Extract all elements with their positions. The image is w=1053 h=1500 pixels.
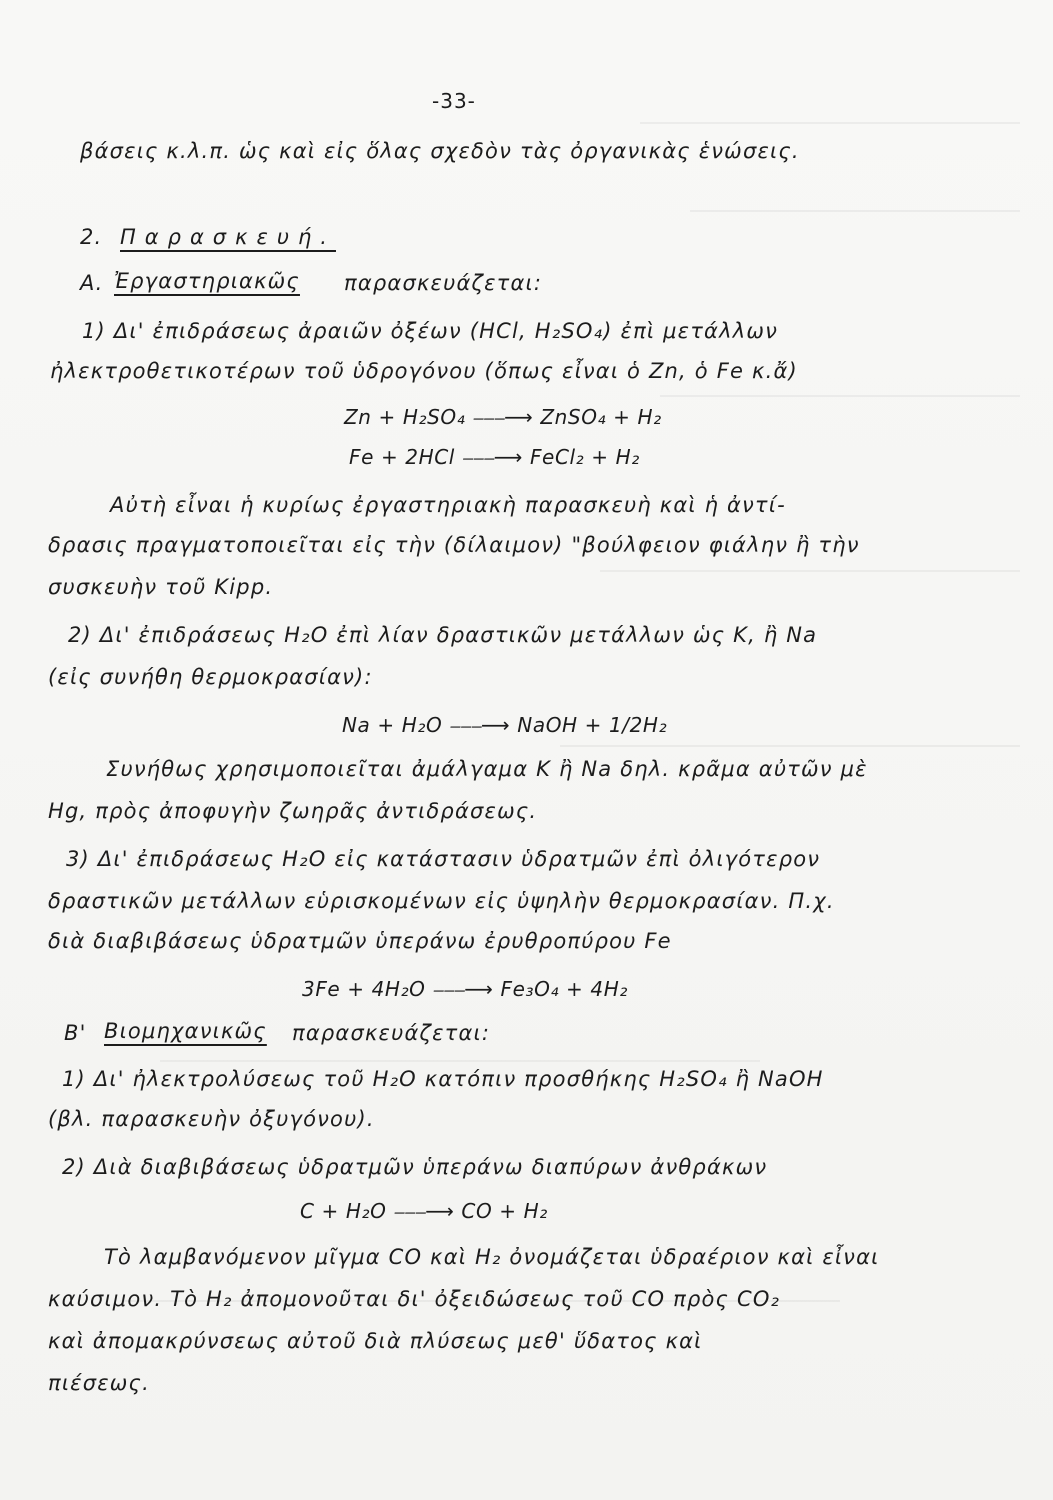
text-line-28: καὶ ἀπομακρύνσεως αὐτοῦ διὰ πλύσεως μεθ' ὕδατος καὶ — [48, 1329, 703, 1353]
section-2-heading: Παρασκευή. — [120, 225, 336, 249]
text-line-22: 1) Δι' ἠλεκτρολύσεως τοῦ H₂O κατόπιν προσθήκης H₂SO₄ ἢ NaOH — [62, 1067, 824, 1091]
equation-3: Na + H₂O ⎯⎯⎯⟶ NaOH + 1/2H₂ — [342, 713, 668, 737]
text-line-12: 2) Δι' ἐπιδράσεως H₂O ἐπὶ λίαν δραστικῶν μετάλλων ὡς K, ἢ Na — [68, 623, 818, 647]
page-number: -33- — [432, 89, 476, 113]
text-line-6: ἠλεκτροθετικοτέρων τοῦ ὑδρογόνου (ὅπως εἶναι ὁ Zn, ὁ Fe κ.ἄ) — [50, 359, 798, 383]
subsection-a-heading-rest: παρασκευάζεται: — [344, 271, 543, 295]
text-line-29: πιέσεως. — [48, 1371, 150, 1395]
text-line-11: συσκευὴν τοῦ Kipp. — [48, 575, 274, 599]
equation-5: C + H₂O ⎯⎯⎯⟶ CO + H₂ — [300, 1199, 548, 1223]
subsection-b-label: Β' — [64, 1021, 87, 1045]
section-2-number: 2. — [80, 225, 103, 249]
text-line-26: Τὸ λαμβανόμενον μῖγμα CO καὶ H₂ ὀνομάζεται ὑδραέριον καὶ εἶναι — [104, 1245, 880, 1269]
equation-4: 3Fe + 4H₂O ⎯⎯⎯⟶ Fe₃O₄ + 4H₂ — [302, 977, 628, 1001]
text-line-10: δρασις πραγματοποιεῖται εἰς τὴν (δίλαιμον) "βούλφειον φιάλην ἢ τὴν — [48, 533, 860, 557]
text-line-27: καύσιμον. Τὸ H₂ ἀπομονοῦται δι' ὀξειδώσεως τοῦ CO πρὸς CO₂ — [48, 1287, 781, 1311]
text-line-5: 1) Δι' ἐπιδράσεως ἀραιῶν ὀξέων (HCl, H₂SO₄) ἐπὶ μετάλλων — [82, 319, 779, 343]
text-line-19: διὰ διαβιβάσεως ὑδρατμῶν ὑπεράνω ἐρυθροπύρου Fe — [48, 929, 672, 953]
subsection-b-heading-rest: παρασκευάζεται: — [292, 1021, 491, 1045]
text-line-18: δραστικῶν μετάλλων εὑρισκομένων εἰς ὑψηλὴν θερμοκρασίαν. Π.χ. — [48, 889, 835, 913]
text-line-23: (βλ. παρασκευὴν ὀξυγόνου). — [48, 1107, 375, 1131]
equation-2: Fe + 2HCl ⎯⎯⎯⟶ FeCl₂ + H₂ — [349, 445, 640, 469]
text-line-9: Αὐτὴ εἶναι ἡ κυρίως ἐργαστηριακὴ παρασκευὴ καὶ ἡ ἀντί- — [110, 493, 786, 517]
text-line-17: 3) Δι' ἐπιδράσεως H₂O εἰς κατάστασιν ὑδρατμῶν ἐπὶ ὀλιγότερον — [66, 847, 821, 871]
text-line-24: 2) Διὰ διαβιβάσεως ὑδρατμῶν ὑπεράνω διαπύρων ἀνθράκων — [62, 1155, 768, 1179]
subsection-a-label: Α. — [80, 271, 104, 295]
subsection-b-heading: Βιομηχανικῶς — [104, 1019, 267, 1043]
text-line-1: βάσεις κ.λ.π. ὡς καὶ εἰς ὅλας σχεδὸν τὰς ὀργανικὰς ἑνώσεις. — [80, 139, 800, 163]
text-line-15: Συνήθως χρησιμοποιεῖται ἀμάλγαμα K ἢ Na δηλ. κρᾶμα αὐτῶν μὲ — [106, 757, 868, 781]
subsection-a-heading: Ἐργαστηριακῶς — [114, 269, 300, 293]
text-line-16: Hg, πρὸς ἀποφυγὴν ζωηρᾶς ἀντιδράσεως. — [48, 799, 538, 823]
text-line-13: (εἰς συνήθη θερμοκρασίαν): — [48, 665, 373, 689]
equation-1: Zn + H₂SO₄ ⎯⎯⎯⟶ ZnSO₄ + H₂ — [344, 405, 662, 429]
